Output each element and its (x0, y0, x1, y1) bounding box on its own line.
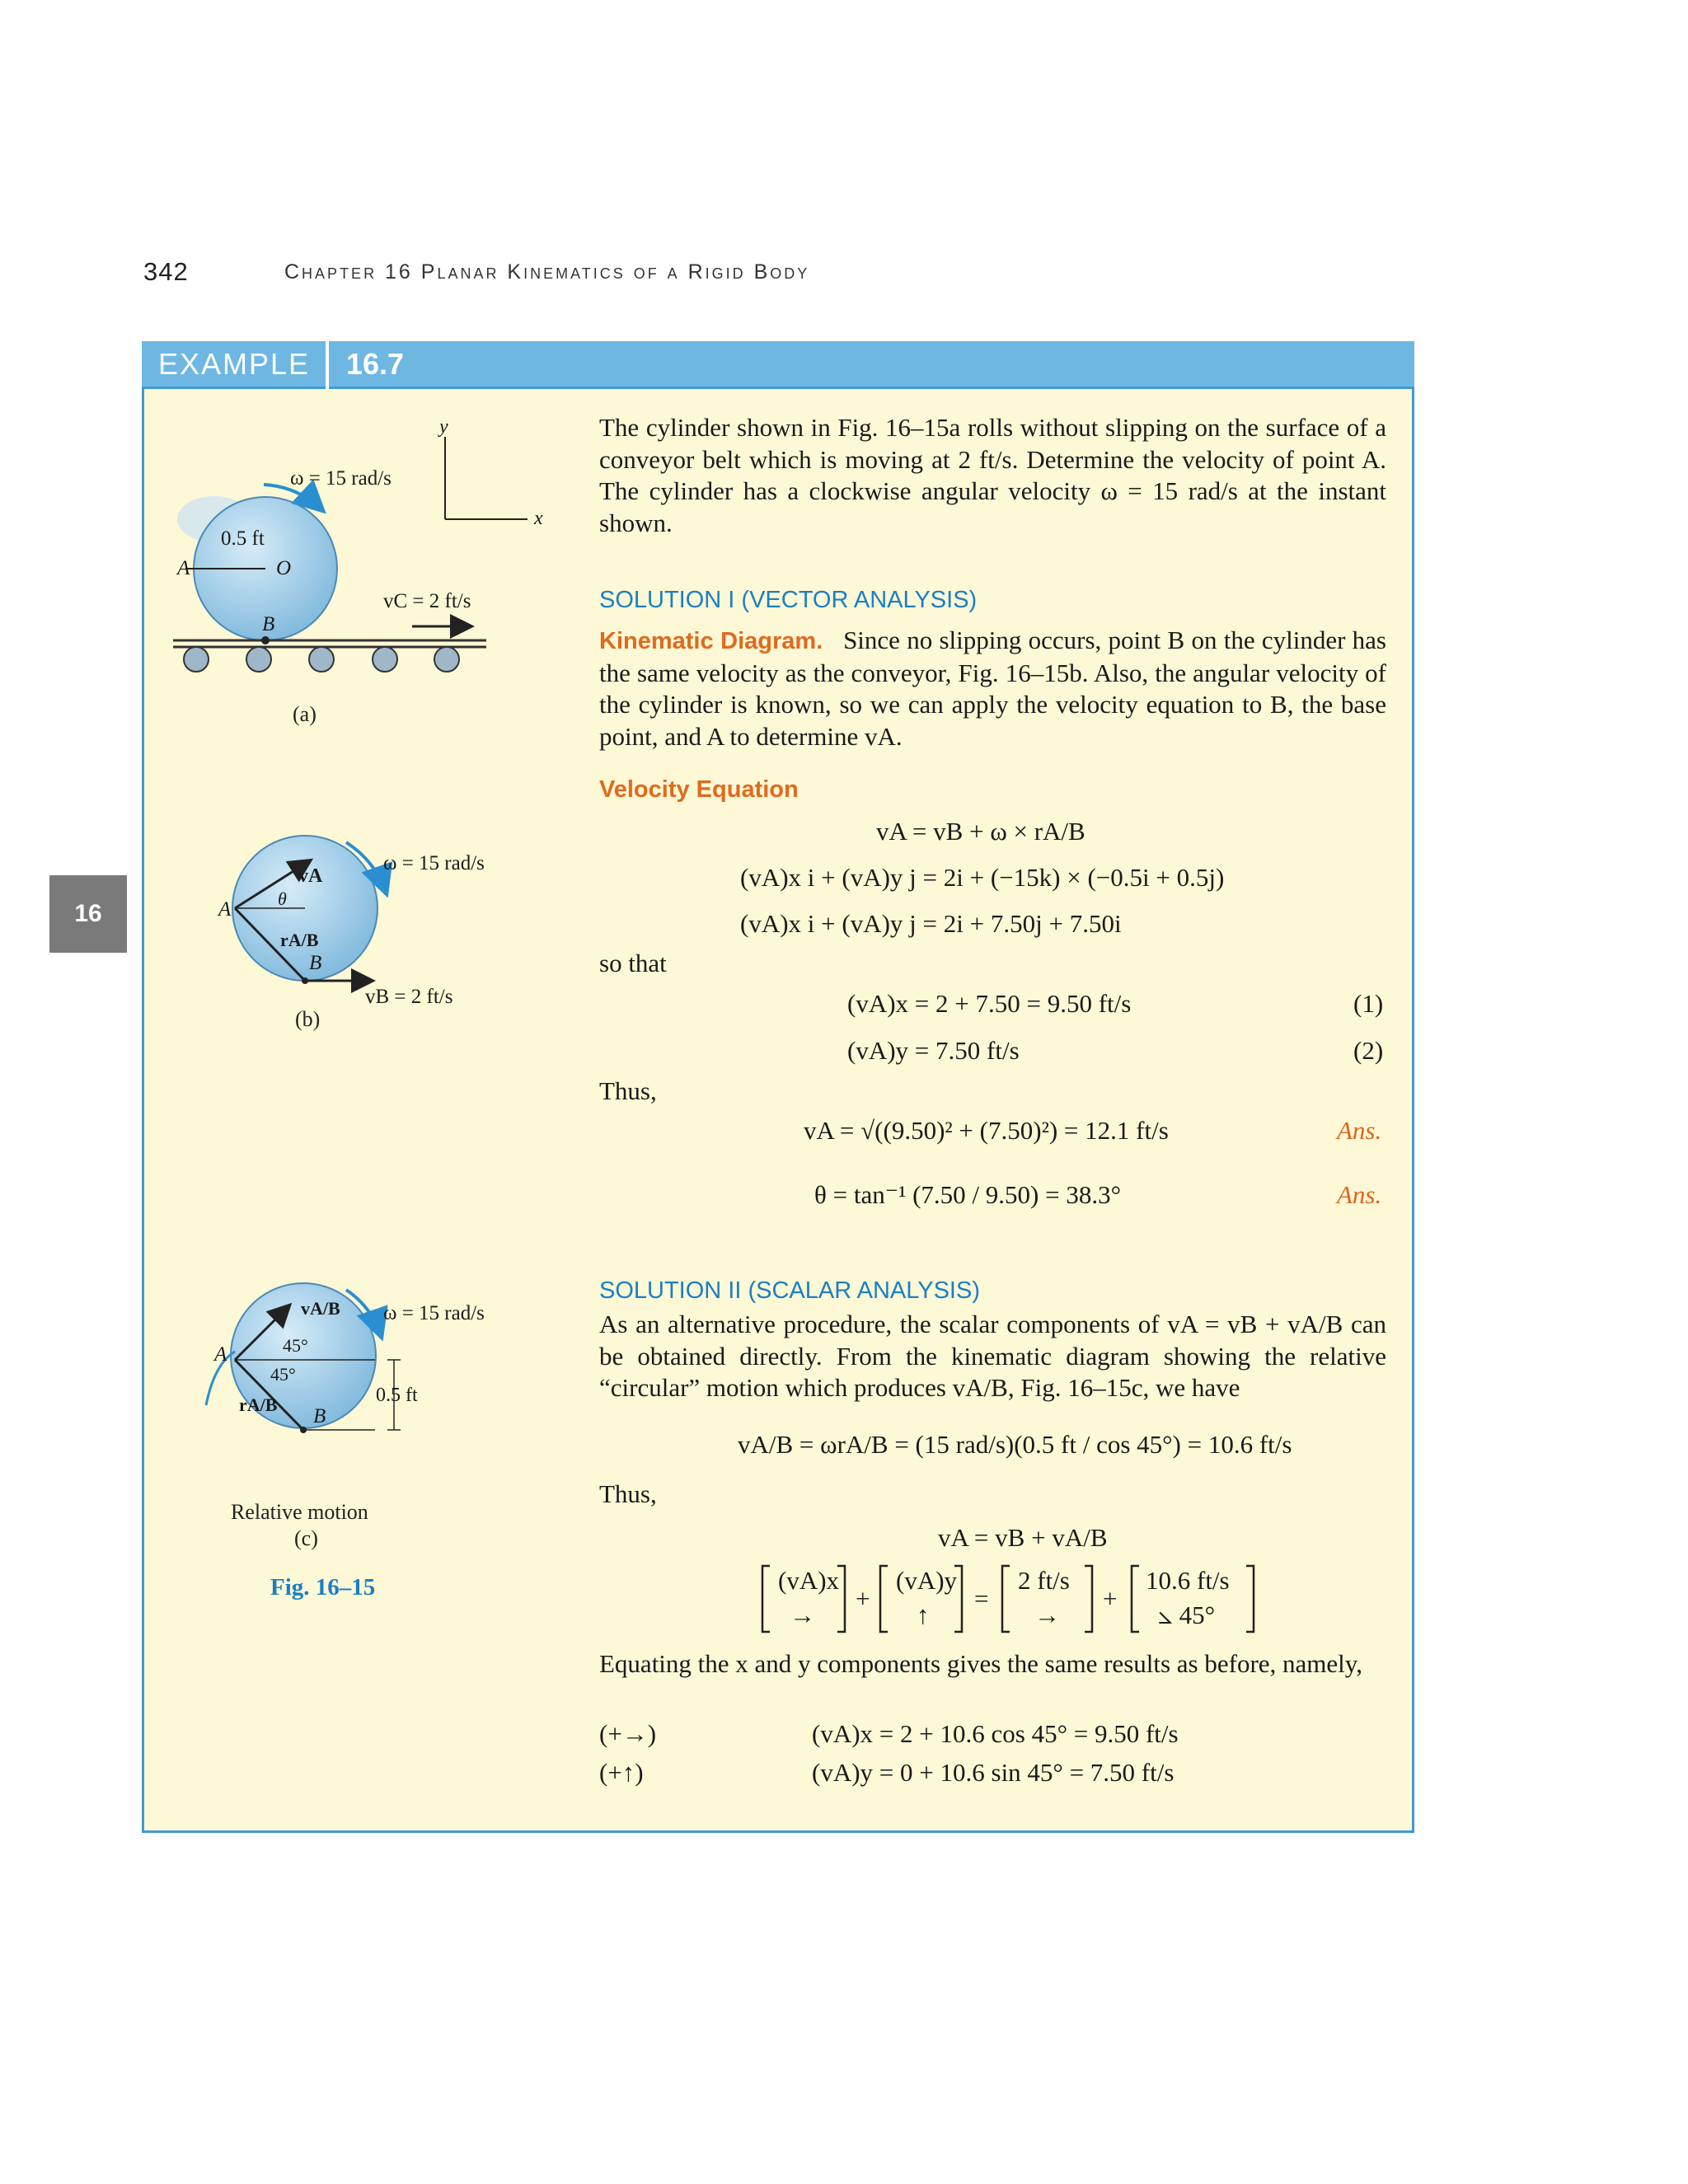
page-number: 342 (143, 257, 189, 286)
figure-label: Fig. 16–15 (270, 1574, 376, 1601)
eq-number-2: (2) (1353, 1036, 1384, 1065)
fig-a-radius: 0.5 ft (221, 527, 265, 550)
kinematic-diagram-heading: Kinematic Diagram. (599, 628, 823, 654)
fig-a-point-o: O (276, 557, 292, 579)
fig-a-axis-x: x (534, 508, 543, 529)
solution-1-title: SOLUTION I (VECTOR ANALYSIS) (599, 587, 978, 613)
vector-c: 2 ft/s (1018, 1566, 1070, 1595)
example-number: 16.7 (346, 347, 405, 381)
equating-text: Equating the x and y components gives the same results as before, namely, (599, 1649, 1363, 1678)
kinematic-diagram-paragraph (599, 625, 1386, 752)
fig-c-caption: (c) (294, 1526, 318, 1550)
sol2-eq-y: (vA)y = 0 + 10.6 sin 45° = 7.50 ft/s (812, 1758, 1175, 1787)
sol2-eq2: vA = vB + vA/B (938, 1523, 1108, 1552)
svg-text:+: + (1103, 1584, 1118, 1613)
vector-b: (vA)y (896, 1566, 958, 1595)
chapter-header: Chapter 16 Planar Kinematics of a Rigid Body (284, 260, 810, 284)
fig-c-vab: vA/B (301, 1298, 340, 1319)
vector-d-dir: ⦣ 45° (1158, 1601, 1215, 1629)
solution-2-title: SOLUTION II (SCALAR ANALYSIS) (599, 1277, 980, 1304)
fig-c-caption-title: Relative motion (231, 1500, 368, 1524)
thus-1: Thus, (599, 1076, 657, 1105)
fig-c-angle-2: 45° (270, 1364, 296, 1385)
sol2-eq1: vA/B = ωrA/B = (15 rad/s)(0.5 ft / cos 45°) = 10.6 ft/s (738, 1430, 1292, 1459)
problem-statement: The cylinder shown in Fig. 16–15a rolls without slipping on the surface of a conveyor belt which is moving at 2 ft/s. Determine the velocity of point A. The cylinder has a clockwise angular velocity ω = 15 rad/s at the instant shown. (599, 413, 1386, 537)
kinematic-diagram-text: Since no slipping occurs, point B on the cylinder has the same velocity as the conveyor, Fig. 16–15b. Also, the angular velocity of the cylinder is known, so we can apply the velocity equation to B, the base point, and A to determine vA. (599, 626, 1386, 751)
example-label: EXAMPLE (158, 347, 311, 381)
sol1-eq3: (vA)x i + (vA)y j = 2i + 7.50j + 7.50i (740, 909, 1122, 938)
fig-c-omega: ω = 15 rad/s (383, 1302, 485, 1324)
vector-c-dir: → (1034, 1601, 1060, 1629)
example-header-bar (142, 341, 1414, 389)
fig-b-point-a: A (218, 898, 232, 921)
fig-c-point-a: A (214, 1343, 227, 1366)
fig-b-rab: rA/B (280, 930, 319, 950)
fig-a-point-b: B (262, 613, 275, 635)
so-that: so that (599, 949, 667, 977)
vector-b-dir: ↑ (917, 1601, 930, 1629)
fig-b-point-b: B (309, 952, 322, 974)
sol1-eq5: (vA)y = 7.50 ft/s (847, 1036, 1020, 1065)
sol1-eq2: (vA)x i + (vA)y j = 2i + (−15k) × (−0.5i + 0.5j) (740, 863, 1225, 892)
svg-text:=: = (974, 1584, 989, 1613)
fig-b-vb: vB = 2 ft/s (365, 986, 453, 1008)
example-divider (326, 341, 329, 389)
vector-a: (vA)x (778, 1566, 840, 1595)
fig-a-caption: (a) (293, 702, 316, 726)
fig-b-va: vA (298, 865, 323, 887)
velocity-equation-heading: Velocity Equation (599, 776, 799, 803)
sol1-eq7: θ = tan⁻¹ (7.50 / 9.50) = 38.3° (814, 1180, 1121, 1209)
answer-marker-1: Ans. (1337, 1116, 1382, 1145)
vector-d: 10.6 ft/s (1146, 1566, 1230, 1595)
thus-2: Thus, (599, 1479, 657, 1508)
fig-c-point-b: B (313, 1405, 326, 1427)
sol1-eq1: vA = vB + ω × rA/B (876, 817, 1085, 846)
svg-text:+: + (856, 1584, 870, 1613)
fig-a-axis-y: y (439, 416, 448, 438)
fig-b-omega: ω = 15 rad/s (383, 852, 485, 874)
sol1-eq6: vA = √((9.50)² + (7.50)²) = 12.1 ft/s (804, 1116, 1169, 1145)
sol2-eq-x: (vA)x = 2 + 10.6 cos 45° = 9.50 ft/s (812, 1719, 1179, 1748)
sol1-eq4: (vA)x = 2 + 7.50 = 9.50 ft/s (847, 989, 1132, 1018)
fig-c-dimension: 0.5 ft (376, 1385, 418, 1406)
solution-2-text: As an alternative procedure, the scalar components of vA = vB + vA/B can be obtained directly. From the kinematic diagram showing the relative “circular” motion which produces vA/B, Fig. 16–15c, we have (599, 1310, 1386, 1402)
answer-marker-2: Ans. (1337, 1180, 1382, 1209)
fig-a-omega: ω = 15 rad/s (290, 467, 392, 490)
figure-a (157, 412, 569, 742)
sign-convention-y: (+↑) (599, 1758, 644, 1787)
fig-b-caption: (b) (295, 1007, 321, 1031)
eq-number-1: (1) (1353, 989, 1384, 1018)
fig-c-rab: rA/B (239, 1394, 278, 1415)
chapter-side-tab: 16 (49, 875, 127, 953)
fig-b-theta: θ (278, 888, 287, 909)
fig-a-point-a: A (177, 557, 190, 579)
fig-c-angle-1: 45° (283, 1335, 308, 1356)
vector-a-dir: → (790, 1601, 815, 1629)
fig-a-vc: vC = 2 ft/s (383, 590, 471, 612)
sign-convention-x: (+→) (599, 1719, 657, 1748)
